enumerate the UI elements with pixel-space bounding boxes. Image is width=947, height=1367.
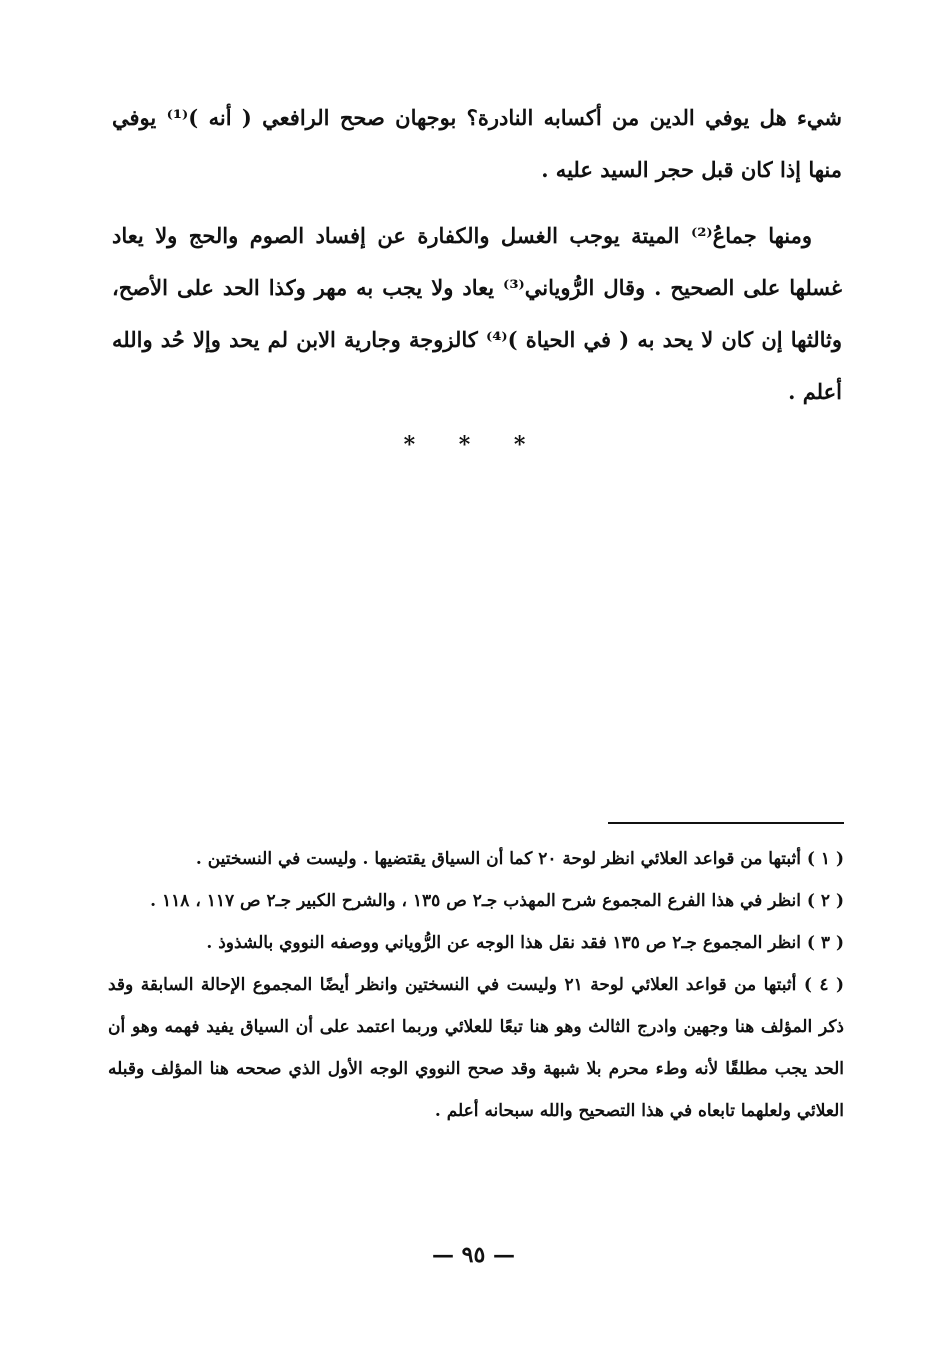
main-text xyxy=(112,92,842,418)
page-number: — ٩٥ — xyxy=(432,1242,515,1268)
section-separator: * * * xyxy=(403,432,544,458)
paragraph-1: شيء هل يوفي الدين من أكسابه النادرة؟ بوجهان صحح الرافعي ( أنه )⁽¹⁾ يوفي منها إذا كان قبل حجر السيد عليه . xyxy=(112,105,842,182)
paragraph-2: ومنها جماعُ⁽²⁾ الميتة يوجب الغسل والكفارة عن إفساد الصوم والحج ولا يعاد غسلها على الصحيح . وقال الرُّوياني⁽³⁾ يعاد ولا يجب به مهر وكذا الحد على الأصح، وثالثها إن كان لا يحد به ( في الحياة )⁽⁴⁾ كالزوجة وجارية الابن لم يحد وإلا حُد والله أعلم . xyxy=(112,223,843,404)
footnote-divider xyxy=(608,822,844,824)
footnote-2: ( ٢ ) انظر في هذا الفرع المجموع شرح المهذب جـ٢ ص ١٣٥ ، والشرح الكبير جـ٢ ص ١١٧ ، ١١٨ . xyxy=(150,891,844,911)
footnotes xyxy=(108,838,844,1132)
footnote-1: ( ١ ) أثبتها من قواعد العلائي انظر لوحة ٢٠ كما أن السياق يقتضيها . وليست في النسختين . xyxy=(195,849,844,869)
footnote-3: ( ٣ ) انظر المجموع جـ٢ ص ١٣٥ فقد نقل هذا الوجه عن الرُّوياني ووصفه النووي بالشذوذ . xyxy=(206,933,844,953)
footnote-4: ( ٤ ) أثبتها من قواعد العلائي لوحة ٢١ وليست في النسختين وانظر أيضًا المجموع الإحالة السابقة وقد ذكر المؤلف هنا وجهين وادرج الثالث وهو هنا تبعًا للعلائي وربما اعتمد على أن السياق يفيد فهمه وهو أن الحد يجب مطلقًا لأنه وطء محرم بلا شبهة وقد صحح النووي الوجه الأول الذي صححه هنا المؤلف وقبله العلائي ولعلهما تابعاه في هذا التصحيح والله سبحانه أعلم . xyxy=(108,975,845,1121)
